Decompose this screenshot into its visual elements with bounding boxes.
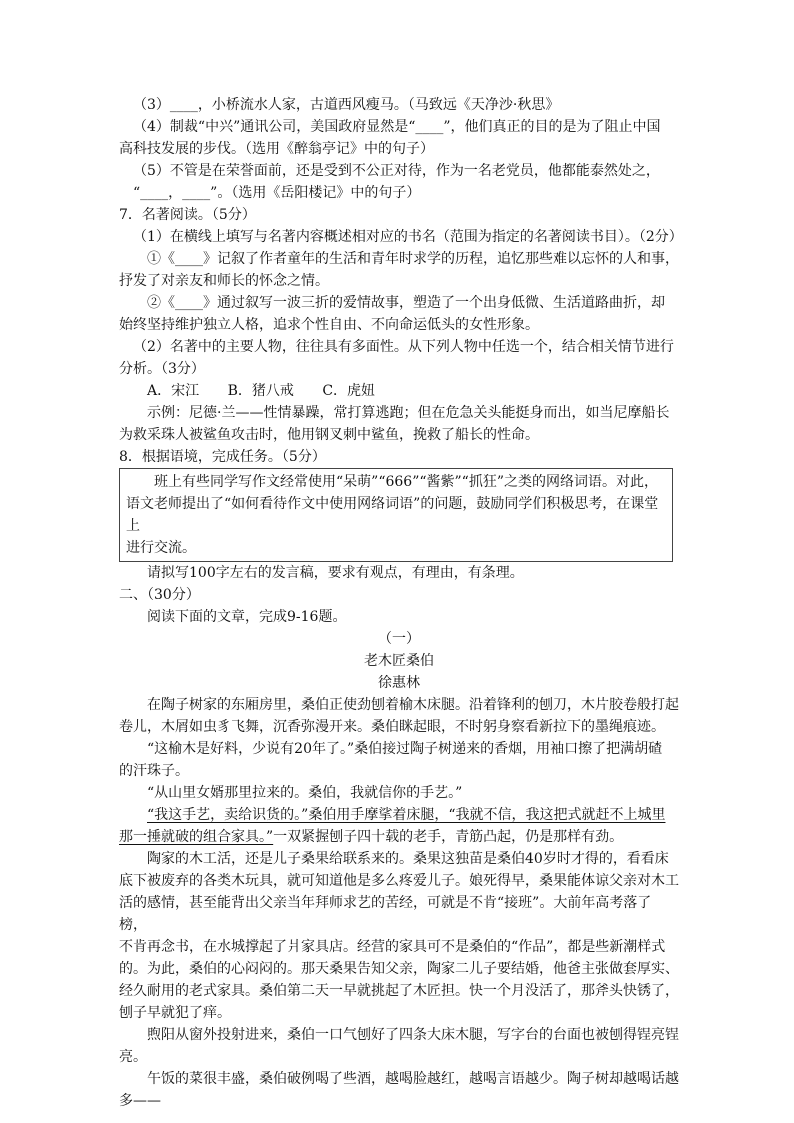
- part2-title: 二、（30分）: [119, 587, 200, 603]
- choice-a: A．宋江: [147, 383, 200, 399]
- article-p2-line1: “这榆木是好料，少说有20年了。”桑伯接过陶子树递来的香烟，用袖口擦了把满胡碴: [147, 741, 663, 757]
- q8-task: 请拟写100字左右的发言稿，要求有观点，有理由，有条理。: [147, 565, 524, 581]
- q6-4-line2: 高科技发展的步伐。（选用《醉翁亭记》中的句子）: [119, 141, 434, 157]
- article-p4-line1: [119, 804, 679, 826]
- q7-item1-line1: ①《____》记叙了作者童年的生活和青年时求学的历程，追忆那些难以忘怀的人和事，: [147, 251, 679, 267]
- article-p5-line7: 刨子早就犯了痒。: [119, 1005, 231, 1021]
- article-p5-line5: 的。为此，桑伯的心闷闷的。那天桑果告知父亲，陶家二儿子要结婚，他爸主张做套厚实、: [119, 961, 679, 977]
- article-title: 老木匠桑伯: [364, 653, 434, 669]
- article-p4-line2: [119, 826, 679, 848]
- article-p6-line1: 煦阳从窗外投射进来，桑伯一口气刨好了四条大床木腿，写字台的台面也被刨得锃亮锃: [147, 1027, 679, 1043]
- article-p5-line2: 底下被废弃的各类木玩具，就可知道他是多么疼爱儿子。娘死得早，桑果能体谅父亲对木工: [119, 873, 679, 889]
- q8-context-box: [119, 468, 673, 562]
- article-p1-line2: 卷儿，木屑如虫豸飞舞，沉香弥漫开来。桑伯眯起眼，不时躬身察看新拉下的墨绳痕迹。: [119, 719, 665, 735]
- choice-c: C．虎妞: [322, 383, 376, 399]
- q7-example-line2: 为救采珠人被鲨鱼攻击时，他用钢叉刺中鲨鱼，挽救了船长的性命。: [119, 427, 539, 443]
- q7-part1: （1）在横线上填写与名著内容概述相对应的书名（范围为指定的名著阅读书目）。（2分）: [133, 229, 683, 245]
- q7-title: 7．名著阅读。（5分）: [119, 207, 256, 223]
- article-p7-line2: 多——: [119, 1093, 161, 1109]
- underlined-sentence-part2: 那一捶就破的组合家具。”: [119, 829, 274, 845]
- q7-part2-line2: 分析。（3分）: [119, 361, 205, 377]
- q6-3: （3）____，小桥流水人家，古道西风瘦马。（马致远《天净沙·秋思》: [133, 97, 560, 113]
- article-p5-line6: 经久耐用的老式家具。桑伯第二天一早就挑起了木匠担。快一个月没活了，那斧头快锈了，: [119, 983, 679, 999]
- article-p6-line2: 亮。: [119, 1049, 147, 1065]
- q8-context-line2: 语文老师提出了“如何看待作文中使用网络词语”的问题，鼓励同学们积极思考，在课堂上: [126, 496, 659, 534]
- q7-part2-line1: （2）名著中的主要人物，往往具有多面性。从下列人物中任选一个，结合相关情节进行: [133, 339, 674, 355]
- article-p5-line1: 陶家的木工活，还是儿子桑果给联系来的。桑果这独苗是桑伯40岁时才得的，看看床: [147, 851, 669, 867]
- choice-b: B．猪八戒: [227, 383, 294, 399]
- article-p5-line3: 活的感情，甚至能背出父亲当年拜师求艺的苦经，可就是不肯“接班”。大前年高考落了榜，: [119, 895, 652, 933]
- q6-5-line1: （5）不管是在荣誉面前，还是受到不公正对待，作为一名老党员，他都能泰然处之，: [133, 163, 660, 179]
- article-p7-line1: 午饭的菜很丰盛，桑伯破例喝了些酒，越喝脸越红，越喝言语越少。陶子树却越喝话越: [147, 1071, 679, 1087]
- q7-item2-line1: ②《____》通过叙写一波三折的爱情故事，塑造了一个出身低微、生活道路曲折，却: [147, 295, 665, 311]
- q8-context-line3: 进行交流。: [126, 540, 196, 556]
- q6-5-line2: “____，____”。（选用《岳阳楼记》中的句子）: [133, 185, 421, 201]
- article-p4-rest: 一双紧握刨子四十载的老手，青筋凸起，仍是那样有劲。: [273, 829, 624, 845]
- article-p3: “从山里女婿那里拉来的。桑伯，我就信你的手艺。”: [147, 785, 463, 801]
- q7-example-line1: 示例：尼德·兰——性情暴躁，常打算逃跑；但在危急关头能挺身而出，如当尼摩船长: [147, 405, 670, 421]
- q7-choices: [119, 380, 679, 402]
- q8-title: 8．根据语境，完成任务。（5分）: [119, 449, 326, 465]
- document-page: [119, 94, 683, 1112]
- article-author: 徐惠林: [378, 675, 420, 691]
- part2-instruction: 阅读下面的文章，完成9-16题。: [147, 609, 347, 625]
- underlined-sentence-part1: “我这手艺，卖给识货的。”桑伯用手摩挲着床腿，“我就不信，我这把式就赶不上城里: [147, 807, 666, 823]
- q8-context-line1: 班上有些同学写作文经常使用“呆萌”“666”“酱紫”“抓狂”之类的网络词语。对此，: [154, 474, 658, 490]
- section-number: （一）: [378, 631, 420, 647]
- article-p1-line1: 在陶子树家的东厢房里，桑伯正使劲刨着榆木床腿。沿着锋利的刨刀，木片胶卷般打起: [147, 697, 679, 713]
- article-p5-line4: 不肯再念书，在水城撑起了爿家具店。经营的家具可不是桑伯的“作品”，都是些新潮样式: [119, 939, 666, 955]
- q6-4-line1: （4）制裁“中兴”通讯公司，美国政府显然是“____”，他们真正的目的是为了阻止中国: [133, 119, 661, 135]
- q7-item2-line2: 始终坚持维护独立人格，追求个性自由、不向命运低头的女性形象。: [119, 317, 539, 333]
- article-p2-line2: 的汗珠子。: [119, 763, 189, 779]
- q7-item1-line2: 抒发了对亲友和师长的怀念之情。: [119, 273, 329, 289]
